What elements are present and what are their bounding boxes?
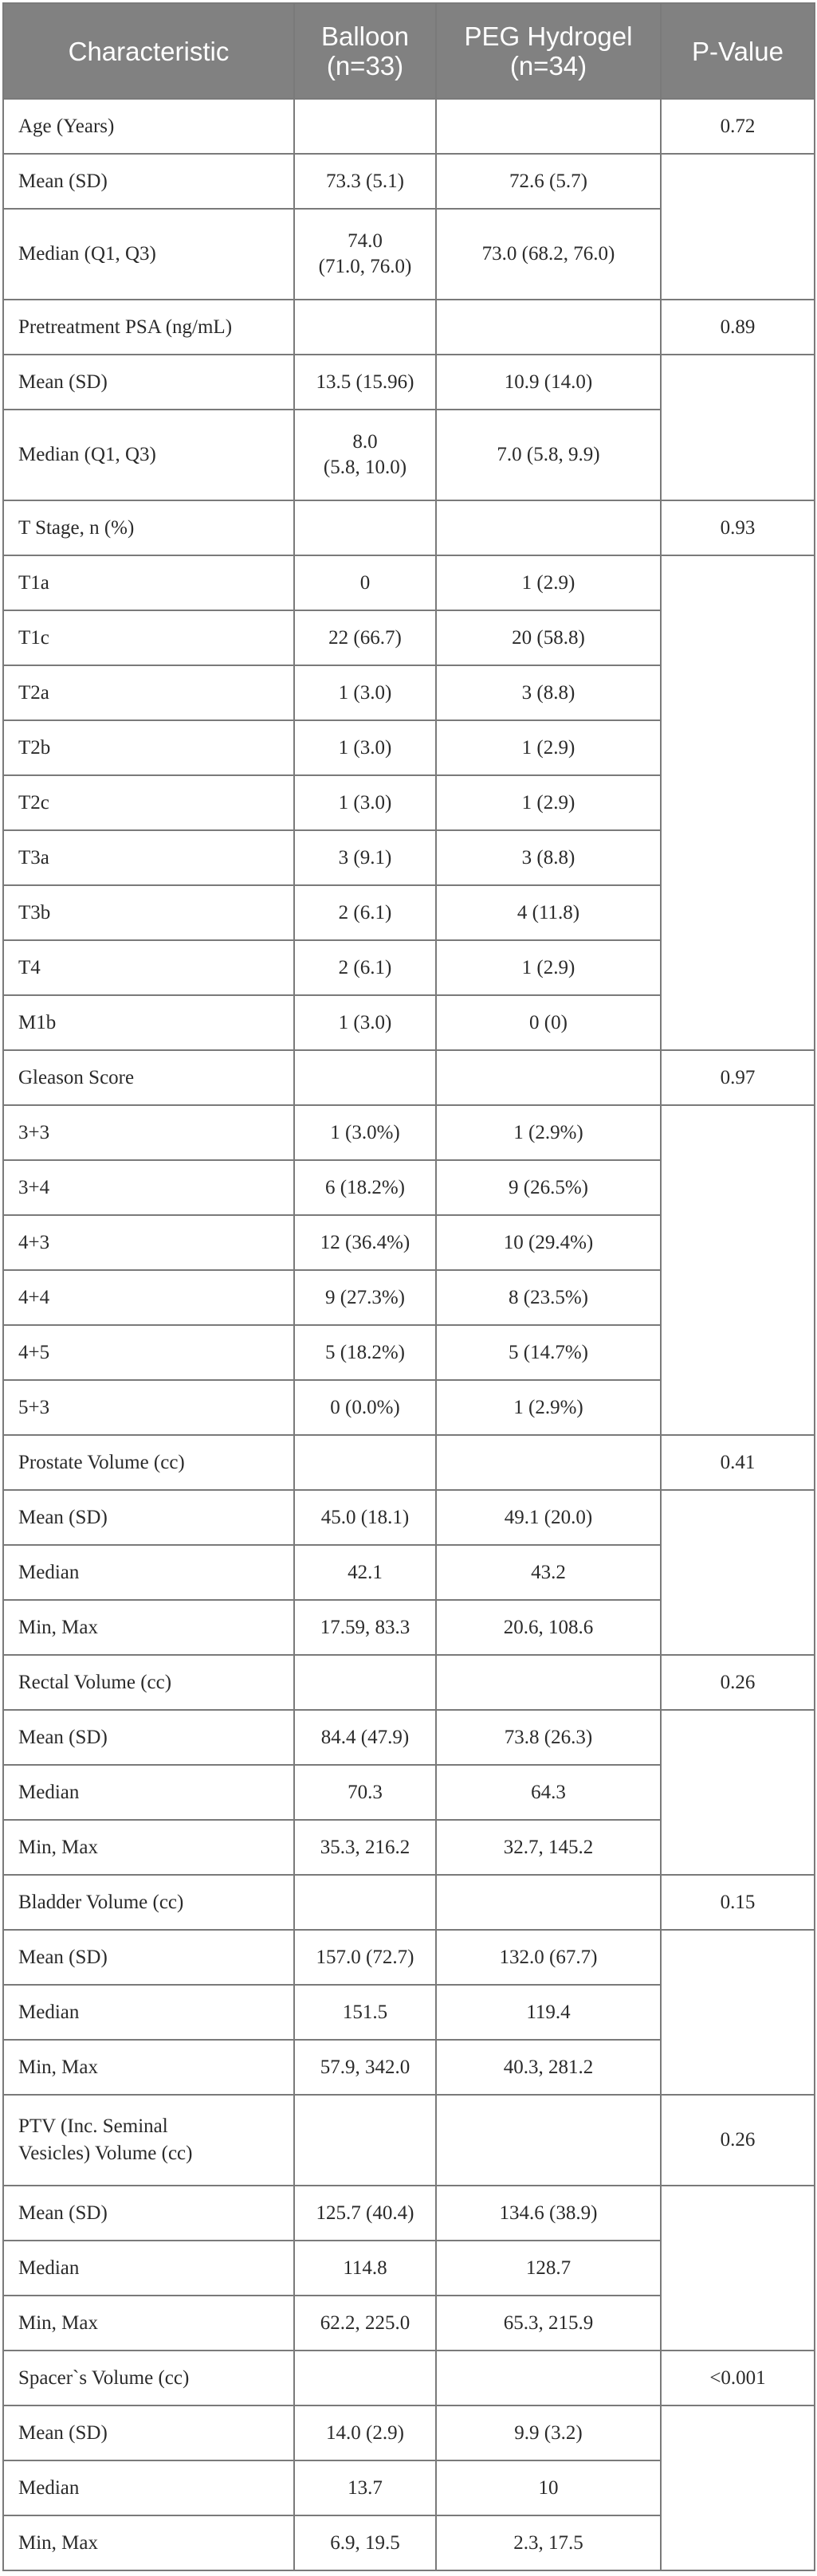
p-value-cell: 0.97 bbox=[661, 1050, 815, 1105]
balloon-value: 1 (3.0%) bbox=[294, 1105, 436, 1160]
peg-hydrogel-value: 0 (0) bbox=[436, 995, 661, 1050]
table-row bbox=[3, 2186, 815, 2241]
balloon-value: 9 (27.3%) bbox=[294, 1270, 436, 1325]
peg-hydrogel-value: 8 (23.5%) bbox=[436, 1270, 661, 1325]
balloon-value: 45.0 (18.1) bbox=[294, 1490, 436, 1545]
balloon-value: 114.8 bbox=[294, 2241, 436, 2296]
p-value-merged-cell bbox=[661, 2405, 815, 2570]
balloon-value: 1 (3.0) bbox=[294, 720, 436, 775]
table-row bbox=[3, 1105, 815, 1160]
row-label: T3a bbox=[3, 830, 294, 885]
empty-cell bbox=[436, 500, 661, 555]
empty-cell bbox=[294, 2095, 436, 2186]
peg-hydrogel-value: 1 (2.9) bbox=[436, 940, 661, 995]
peg-hydrogel-value: 72.6 (5.7) bbox=[436, 154, 661, 209]
header-balloon: Balloon (n=33) bbox=[294, 3, 436, 99]
row-label: T2b bbox=[3, 720, 294, 775]
empty-cell bbox=[436, 1875, 661, 1930]
row-label: T3b bbox=[3, 885, 294, 940]
balloon-value: 151.5 bbox=[294, 1985, 436, 2040]
section-header-row bbox=[3, 2095, 815, 2186]
row-label: 5+3 bbox=[3, 1380, 294, 1435]
empty-cell bbox=[436, 2351, 661, 2405]
peg-hydrogel-value: 73.0 (68.2, 76.0) bbox=[436, 209, 661, 300]
peg-hydrogel-value: 1 (2.9%) bbox=[436, 1380, 661, 1435]
peg-hydrogel-value: 1 (2.9) bbox=[436, 775, 661, 830]
peg-hydrogel-value: 10.9 (14.0) bbox=[436, 355, 661, 410]
balloon-value: 157.0 (72.7) bbox=[294, 1930, 436, 1985]
peg-hydrogel-value: 65.3, 215.9 bbox=[436, 2296, 661, 2351]
row-label: Min, Max bbox=[3, 1600, 294, 1655]
peg-hydrogel-value: 132.0 (67.7) bbox=[436, 1930, 661, 1985]
row-label: Median bbox=[3, 1765, 294, 1820]
p-value-cell: 0.41 bbox=[661, 1435, 815, 1490]
section-header-row bbox=[3, 99, 815, 154]
section-title: Prostate Volume (cc) bbox=[3, 1435, 294, 1490]
empty-cell bbox=[436, 1435, 661, 1490]
table-row bbox=[3, 355, 815, 410]
balloon-value: 35.3, 216.2 bbox=[294, 1820, 436, 1875]
empty-cell bbox=[294, 1875, 436, 1930]
peg-hydrogel-value: 9.9 (3.2) bbox=[436, 2405, 661, 2460]
empty-cell bbox=[294, 300, 436, 355]
row-label: Min, Max bbox=[3, 2515, 294, 2570]
p-value-cell: 0.72 bbox=[661, 99, 815, 154]
row-label: T2a bbox=[3, 665, 294, 720]
row-label: Mean (SD) bbox=[3, 1710, 294, 1765]
row-label: Mean (SD) bbox=[3, 2405, 294, 2460]
row-label: 3+4 bbox=[3, 1160, 294, 1215]
peg-hydrogel-value: 1 (2.9) bbox=[436, 720, 661, 775]
row-label: Mean (SD) bbox=[3, 1930, 294, 1985]
peg-hydrogel-value: 10 bbox=[436, 2460, 661, 2515]
row-label: Median bbox=[3, 1545, 294, 1600]
section-title: Pretreatment PSA (ng/mL) bbox=[3, 300, 294, 355]
balloon-value: 1 (3.0) bbox=[294, 665, 436, 720]
row-label: Median bbox=[3, 2241, 294, 2296]
balloon-value: 42.1 bbox=[294, 1545, 436, 1600]
balloon-value: 5 (18.2%) bbox=[294, 1325, 436, 1380]
peg-hydrogel-value: 2.3, 17.5 bbox=[436, 2515, 661, 2570]
p-value-merged-cell bbox=[661, 355, 815, 500]
row-label: Mean (SD) bbox=[3, 154, 294, 209]
balloon-value: 1 (3.0) bbox=[294, 775, 436, 830]
section-header-row bbox=[3, 500, 815, 555]
section-header-row bbox=[3, 1655, 815, 1710]
row-label: 4+3 bbox=[3, 1215, 294, 1270]
balloon-value: 2 (6.1) bbox=[294, 940, 436, 995]
section-title: Age (Years) bbox=[3, 99, 294, 154]
peg-hydrogel-value: 10 (29.4%) bbox=[436, 1215, 661, 1270]
balloon-value: 73.3 (5.1) bbox=[294, 154, 436, 209]
row-label: 4+4 bbox=[3, 1270, 294, 1325]
section-title: Rectal Volume (cc) bbox=[3, 1655, 294, 1710]
empty-cell bbox=[294, 2351, 436, 2405]
row-label: Median (Q1, Q3) bbox=[3, 410, 294, 500]
peg-hydrogel-value: 1 (2.9%) bbox=[436, 1105, 661, 1160]
balloon-value: 12 (36.4%) bbox=[294, 1215, 436, 1270]
row-label: T2c bbox=[3, 775, 294, 830]
characteristics-table bbox=[2, 2, 815, 2571]
p-value-merged-cell bbox=[661, 1105, 815, 1435]
balloon-value: 14.0 (2.9) bbox=[294, 2405, 436, 2460]
p-value-merged-cell bbox=[661, 154, 815, 300]
balloon-value: 0 (0.0%) bbox=[294, 1380, 436, 1435]
balloon-value: 84.4 (47.9) bbox=[294, 1710, 436, 1765]
empty-cell bbox=[294, 1435, 436, 1490]
section-header-row bbox=[3, 1050, 815, 1105]
table-row bbox=[3, 555, 815, 610]
section-title: Gleason Score bbox=[3, 1050, 294, 1105]
empty-cell bbox=[436, 300, 661, 355]
balloon-value: 70.3 bbox=[294, 1765, 436, 1820]
balloon-value: 1 (3.0) bbox=[294, 995, 436, 1050]
header-characteristic: Characteristic bbox=[3, 3, 294, 99]
table-row bbox=[3, 1710, 815, 1765]
balloon-value: 2 (6.1) bbox=[294, 885, 436, 940]
empty-cell bbox=[436, 99, 661, 154]
p-value-cell: 0.15 bbox=[661, 1875, 815, 1930]
p-value-merged-cell bbox=[661, 1930, 815, 2095]
row-label: Median bbox=[3, 1985, 294, 2040]
p-value-cell: 0.26 bbox=[661, 1655, 815, 1710]
peg-hydrogel-value: 3 (8.8) bbox=[436, 830, 661, 885]
p-value-cell: 0.89 bbox=[661, 300, 815, 355]
balloon-value: 57.9, 342.0 bbox=[294, 2040, 436, 2095]
header-row bbox=[3, 3, 815, 99]
p-value-merged-cell bbox=[661, 1490, 815, 1655]
peg-hydrogel-value: 3 (8.8) bbox=[436, 665, 661, 720]
balloon-value: 13.7 bbox=[294, 2460, 436, 2515]
balloon-value: 74.0 (71.0, 76.0) bbox=[294, 209, 436, 300]
balloon-value: 22 (66.7) bbox=[294, 610, 436, 665]
row-label: Mean (SD) bbox=[3, 355, 294, 410]
section-title: Bladder Volume (cc) bbox=[3, 1875, 294, 1930]
table-row bbox=[3, 1930, 815, 1985]
balloon-value: 17.59, 83.3 bbox=[294, 1600, 436, 1655]
empty-cell bbox=[436, 2095, 661, 2186]
balloon-value: 125.7 (40.4) bbox=[294, 2186, 436, 2241]
balloon-value: 13.5 (15.96) bbox=[294, 355, 436, 410]
peg-hydrogel-value: 40.3, 281.2 bbox=[436, 2040, 661, 2095]
balloon-value: 8.0 (5.8, 10.0) bbox=[294, 410, 436, 500]
section-header-row bbox=[3, 1875, 815, 1930]
section-header-row bbox=[3, 300, 815, 355]
row-label: 4+5 bbox=[3, 1325, 294, 1380]
peg-hydrogel-value: 20.6, 108.6 bbox=[436, 1600, 661, 1655]
peg-hydrogel-value: 119.4 bbox=[436, 1985, 661, 2040]
row-label: T1c bbox=[3, 610, 294, 665]
balloon-value: 62.2, 225.0 bbox=[294, 2296, 436, 2351]
p-value-cell: <0.001 bbox=[661, 2351, 815, 2405]
row-label: Min, Max bbox=[3, 1820, 294, 1875]
row-label: M1b bbox=[3, 995, 294, 1050]
table-row bbox=[3, 154, 815, 209]
row-label: T4 bbox=[3, 940, 294, 995]
empty-cell bbox=[294, 99, 436, 154]
empty-cell bbox=[436, 1050, 661, 1105]
balloon-value: 0 bbox=[294, 555, 436, 610]
table-row bbox=[3, 2405, 815, 2460]
row-label: Median (Q1, Q3) bbox=[3, 209, 294, 300]
empty-cell bbox=[294, 1655, 436, 1710]
balloon-value: 6.9, 19.5 bbox=[294, 2515, 436, 2570]
peg-hydrogel-value: 1 (2.9) bbox=[436, 555, 661, 610]
peg-hydrogel-value: 4 (11.8) bbox=[436, 885, 661, 940]
row-label: Median bbox=[3, 2460, 294, 2515]
empty-cell bbox=[294, 500, 436, 555]
peg-hydrogel-value: 64.3 bbox=[436, 1765, 661, 1820]
section-header-row bbox=[3, 2351, 815, 2405]
row-label: Mean (SD) bbox=[3, 2186, 294, 2241]
header-peg-hydrogel: PEG Hydrogel (n=34) bbox=[436, 3, 661, 99]
section-title: Spacer`s Volume (cc) bbox=[3, 2351, 294, 2405]
peg-hydrogel-value: 7.0 (5.8, 9.9) bbox=[436, 410, 661, 500]
empty-cell bbox=[436, 1655, 661, 1710]
row-label: 3+3 bbox=[3, 1105, 294, 1160]
peg-hydrogel-value: 43.2 bbox=[436, 1545, 661, 1600]
p-value-cell: 0.26 bbox=[661, 2095, 815, 2186]
peg-hydrogel-value: 73.8 (26.3) bbox=[436, 1710, 661, 1765]
balloon-value: 6 (18.2%) bbox=[294, 1160, 436, 1215]
peg-hydrogel-value: 49.1 (20.0) bbox=[436, 1490, 661, 1545]
table-row bbox=[3, 1490, 815, 1545]
peg-hydrogel-value: 9 (26.5%) bbox=[436, 1160, 661, 1215]
row-label: Min, Max bbox=[3, 2040, 294, 2095]
peg-hydrogel-value: 128.7 bbox=[436, 2241, 661, 2296]
p-value-merged-cell bbox=[661, 1710, 815, 1875]
peg-hydrogel-value: 134.6 (38.9) bbox=[436, 2186, 661, 2241]
p-value-merged-cell bbox=[661, 555, 815, 1050]
row-label: Mean (SD) bbox=[3, 1490, 294, 1545]
empty-cell bbox=[294, 1050, 436, 1105]
row-label: Min, Max bbox=[3, 2296, 294, 2351]
peg-hydrogel-value: 5 (14.7%) bbox=[436, 1325, 661, 1380]
header-p-value: P-Value bbox=[661, 3, 815, 99]
row-label: T1a bbox=[3, 555, 294, 610]
p-value-cell: 0.93 bbox=[661, 500, 815, 555]
table-body bbox=[3, 99, 815, 2570]
section-title: PTV (Inc. Seminal Vesicles) Volume (cc) bbox=[3, 2095, 294, 2186]
section-header-row bbox=[3, 1435, 815, 1490]
section-title: T Stage, n (%) bbox=[3, 500, 294, 555]
peg-hydrogel-value: 20 (58.8) bbox=[436, 610, 661, 665]
balloon-value: 3 (9.1) bbox=[294, 830, 436, 885]
p-value-merged-cell bbox=[661, 2186, 815, 2351]
peg-hydrogel-value: 32.7, 145.2 bbox=[436, 1820, 661, 1875]
